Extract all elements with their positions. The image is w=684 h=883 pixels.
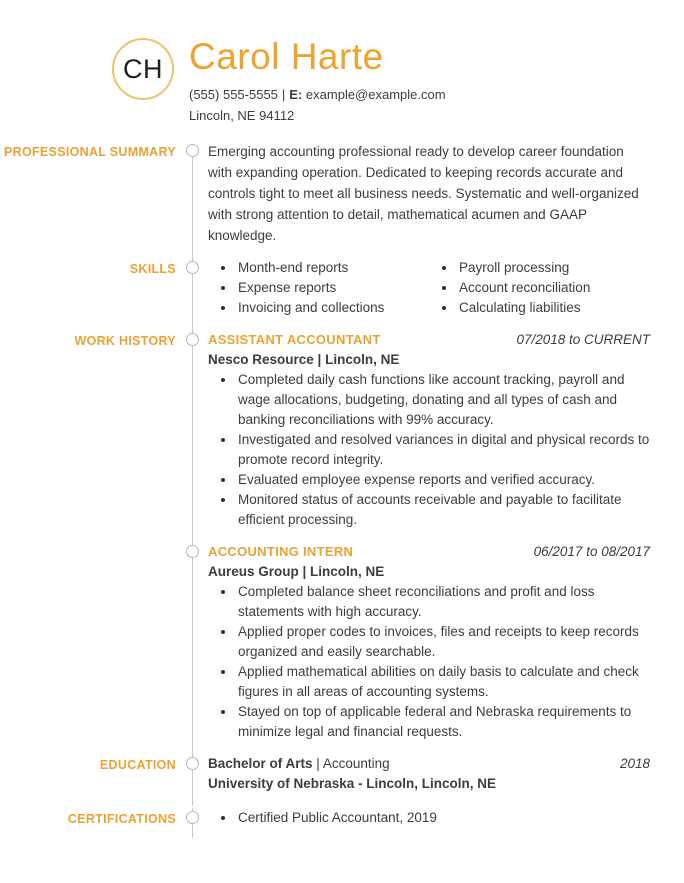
job-bullet: Evaluated employee expense reports and verified accuracy. [208, 470, 650, 490]
job-bullet: Investigated and resolved variances in digital and physical records to promote record integrity. [208, 430, 650, 470]
contact-separator: | [281, 87, 286, 102]
field-of-study: Accounting [322, 756, 390, 771]
section-label-professional-summary: PROFESSIONAL SUMMARY [4, 145, 176, 159]
section-certifications [0, 808, 684, 829]
timeline-column [176, 754, 208, 794]
timeline-node [186, 757, 199, 770]
job-employer: Nesco Resource | Lincoln, NE [208, 352, 400, 367]
job-title: ASSISTANT ACCOUNTANT [208, 332, 381, 347]
timeline-column [176, 258, 208, 318]
timeline-node [186, 261, 199, 274]
section-education [0, 754, 684, 794]
timeline-column [176, 808, 208, 829]
section-skills [0, 258, 684, 318]
resume-body [0, 141, 684, 829]
job-bullet: Completed daily cash functions like account tracking, payroll and wage allocations, budgeting, donating and all types of cash and banking reconciliations with 99% accuracy. [208, 370, 650, 430]
section-label-empty [0, 542, 176, 742]
header-text [189, 36, 446, 125]
job-bullet: Applied proper codes to invoices, files and receipts to keep records organized and easily searchable. [208, 622, 650, 662]
job-dates: 06/2017 to 08/2017 [533, 544, 650, 559]
job-title: ACCOUNTING INTERN [208, 544, 354, 559]
job-bullet: Applied mathematical abilities on daily basis to calculate and check figures in all areas of accounting systems. [208, 662, 650, 702]
job-bullet-list [208, 582, 650, 742]
certifications-list [208, 808, 650, 828]
education-date: 2018 [619, 756, 650, 771]
timeline-column [176, 542, 208, 742]
section-professional-summary [0, 141, 684, 246]
skills-list-right [429, 258, 650, 318]
skill-item: Invoicing and collections [208, 298, 429, 318]
skill-item: Month-end reports [208, 258, 429, 278]
timeline-column [176, 141, 208, 246]
degree-name: Bachelor of Arts [208, 756, 313, 771]
education-degree-line [208, 754, 650, 774]
job-employer: Aureus Group | Lincoln, NE [208, 564, 385, 579]
job-bullet: Completed balance sheet reconciliations and profit and loss statements with high accuracy. [208, 582, 650, 622]
skill-item: Account reconciliation [429, 278, 650, 298]
section-label-certifications: CERTIFICATIONS [67, 812, 176, 826]
timeline-node [186, 811, 199, 824]
skills-columns [208, 258, 650, 318]
contact-line [189, 85, 446, 104]
email-label: E: [289, 87, 303, 102]
section-label-skills: SKILLS [129, 262, 176, 276]
candidate-name: Carol Harte [189, 36, 384, 77]
timeline-column [176, 330, 208, 530]
timeline-node [186, 144, 199, 157]
school-name: University of Nebraska - Lincoln, Lincoln, NE [208, 776, 497, 791]
skill-item: Calculating liabilities [429, 298, 650, 318]
job-header [208, 330, 650, 350]
summary-paragraph: Emerging accounting professional ready to develop career foundation with expanding operation. Dedicated to keeping records accurate and controls tight to meet all business needs. Systematic and well-organized with strong attention to detail, mathematical acumen and GAAP knowledge. [208, 144, 639, 243]
skill-item: Payroll processing [429, 258, 650, 278]
address-line: Lincoln, NE 94112 [189, 108, 295, 123]
avatar [112, 38, 174, 100]
job-bullet: Monitored status of accounts receivable and payable to facilitate efficient processing. [208, 490, 650, 530]
email-address: example@example.com [305, 87, 446, 102]
certification-item: Certified Public Accountant, 2019 [208, 808, 650, 828]
section-work-history-job-1 [0, 330, 684, 530]
avatar-monogram: CH [123, 53, 163, 84]
degree-separator: | [316, 756, 320, 771]
job-header [208, 542, 650, 562]
timeline-node [186, 333, 199, 346]
job-bullet-list [208, 370, 650, 530]
timeline-node [186, 545, 199, 558]
header [0, 0, 684, 125]
job-bullet: Stayed on top of applicable federal and Nebraska requirements to minimize legal and financial requests. [208, 702, 650, 742]
degree-and-field [208, 754, 390, 774]
skill-item: Expense reports [208, 278, 429, 298]
section-label-work-history: WORK HISTORY [74, 334, 176, 348]
job-dates: 07/2018 to CURRENT [516, 332, 650, 347]
phone-number: (555) 555-5555 [189, 87, 278, 102]
section-label-education: EDUCATION [99, 758, 176, 772]
section-work-history-job-2 [0, 542, 684, 742]
skills-list-left [208, 258, 429, 318]
